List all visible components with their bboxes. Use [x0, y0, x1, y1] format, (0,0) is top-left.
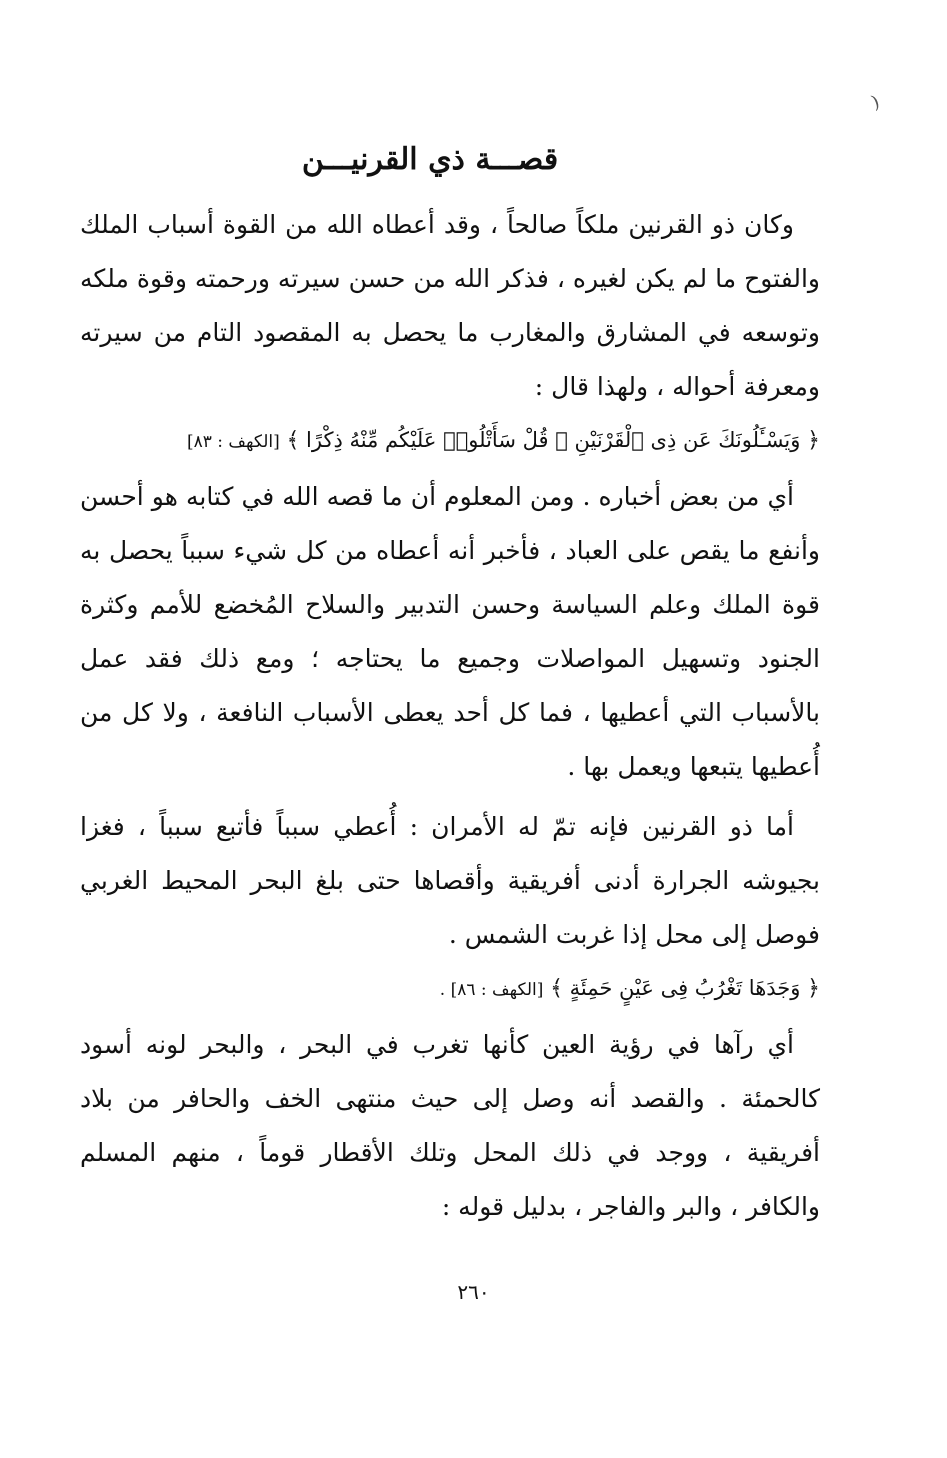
quran-verse-1 [80, 418, 820, 464]
paragraph-1: وكان ذو القرنين ملكاً صالحاً ، وقد أعطاه الله من القوة أسباب الملك والفتوح ما لم يكن لغيره ، فذكر الله من حسن سيرته ورحمته وقوة ملكه وتوسعه في المشارق والمغارب ما يحصل به المقصود التام من سيرته ومعرفة أحواله ، ولهذا قال : [80, 210, 820, 401]
verse-close-bracket: ﴾ [550, 976, 563, 1001]
verse-open-bracket: ﴿ [807, 976, 820, 1001]
verse-close-bracket: ﴾ [286, 428, 300, 453]
page-content [80, 140, 820, 1234]
verse-text: وَيَسْـَٔلُونَكَ عَن ذِى ٱلْقَرْنَيْنِ ۖ قُلْ سَأَتْلُوا۟ عَلَيْكُم مِّنْهُ ذِكْرًا [306, 428, 801, 452]
paragraph-2: أي من بعض أخباره . ومن المعلوم أن ما قصه الله في كتابه هو أحسن وأنفع ما يقص على العباد ، فأخبر أنه أعطاه من كل شيء سبباً يحصل به قوة الملك وعلم السياسة وحسن التدبير والسلاح المُخضع للأمم وكثرة الجنود وتسهيل المواصلات وجميع ما يحتاجه ؛ ومع ذلك فقد عمل بالأسباب التي أعطيها ، فما كل أحد يعطى الأسباب النافعة ، ولا كل من أُعطيها يتبعها ويعمل بها . [80, 482, 820, 781]
verse-open-bracket: ﴿ [807, 428, 820, 453]
paragraph-4: أي رآها في رؤية العين كأنها تغرب في البحر ، والبحر لونه أسود كالحمئة . والقصد أنه وصل إلى حيث منتهى الخف والحافر من بلاد أفريقية ، ووجد في ذلك المحل وتلك الأقطار قوماً ، منهم المسلم والكافر ، والبر والفاجر ، بدليل قوله : [80, 1030, 820, 1221]
verse-reference: [الكهف : ٨٦] . [439, 980, 544, 1000]
verse-text: وَجَدَهَا تَغْرُبُ فِى عَيْنٍ حَمِئَةٍ [569, 976, 801, 1000]
corner-mark: ( [868, 91, 883, 114]
chapter-title: قصـــة ذي القرنيـــن [301, 142, 559, 177]
paragraph-3: أما ذو القرنين فإنه تمّ له الأمران : أُعطي سبباً فأتبع سبباً ، فغزا بجيوشه الجرارة أدنى أفريقية وأقصاها حتى بلغ البحر المحيط الغربي فوصل إلى محل إذا غربت الشمس . [80, 812, 820, 949]
verse-reference: [الكهف : ٨٣] [186, 432, 280, 452]
quran-verse-2 [80, 966, 820, 1012]
page-number: ٢٦٠ [457, 1280, 490, 1304]
